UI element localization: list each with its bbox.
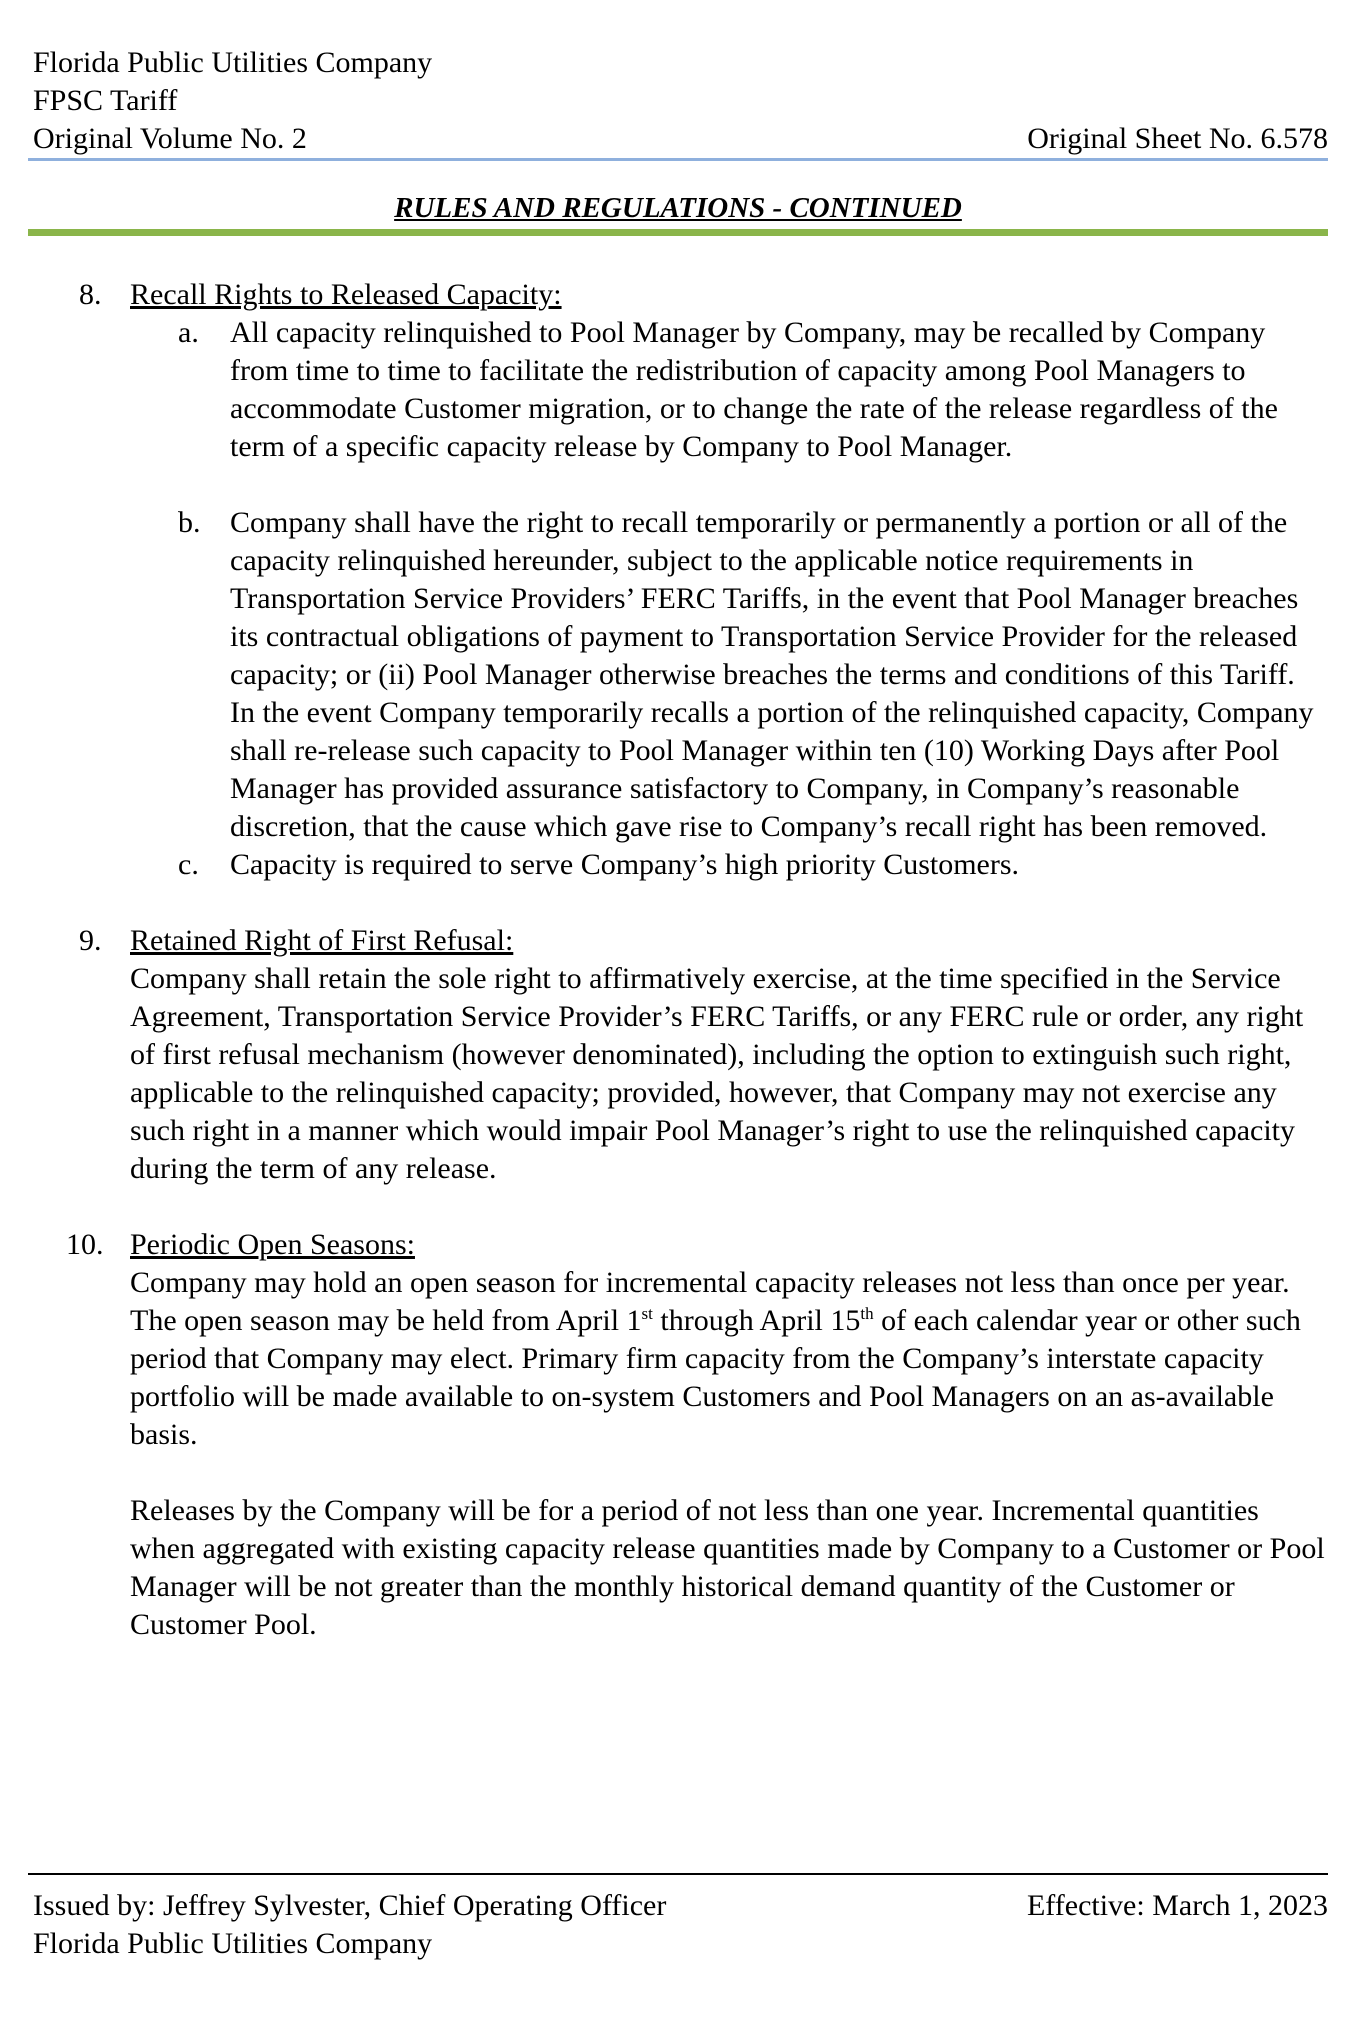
subitem-b — [0, 504, 1356, 846]
header-tariff: FPSC Tariff — [33, 84, 178, 117]
ordinal-suffix: st — [641, 1304, 653, 1323]
document-body — [0, 276, 1356, 1644]
header-company: Florida Public Utilities Company — [33, 46, 433, 79]
header-sheet-number: Original Sheet No. 6.578 — [1027, 122, 1328, 155]
item-title: Periodic Open Seasons: — [130, 1228, 415, 1261]
item-number: 8. — [79, 278, 102, 311]
header-volume: Original Volume No. 2 — [33, 122, 307, 155]
item-title: Recall Rights to Released Capacity: — [130, 278, 562, 311]
footer-divider — [28, 1873, 1328, 1875]
item-open-seasons — [0, 1226, 1356, 1264]
item-right-of-first-refusal — [0, 922, 1356, 960]
item-text: Company may hold an open season for incremental capacity releases not less than once per year. The open season may be held from April 1 — [130, 1266, 1290, 1337]
page-footer — [33, 1887, 1328, 1963]
header-volume-row — [33, 120, 1328, 158]
subitem-text: Capacity is required to serve Company’s high priority Customers. — [230, 848, 1020, 881]
item-text: of each calendar year or other such period that Company may elect. Primary firm capacity from the Company’s interstate capacity portfolio will be made available to on-system Customers and Pool Managers on an as-available basis. — [130, 1304, 1301, 1451]
footer-effective-date: Effective: March 1, 2023 — [1026, 1889, 1328, 1922]
item-paragraph — [0, 1264, 1356, 1454]
item-recall-rights — [0, 276, 1356, 314]
subitem-c — [0, 846, 1356, 884]
item-text: through April 15 — [652, 1304, 861, 1337]
section-title: RULES AND REGULATIONS - CONTINUED — [394, 192, 962, 224]
footer-company: Florida Public Utilities Company — [33, 1927, 433, 1960]
item-number: 10. — [66, 1228, 104, 1261]
footer-row — [33, 1887, 1328, 1925]
item-paragraph — [0, 960, 1356, 1188]
item-text: Company shall retain the sole right to affirmatively exercise, at the time specified in the Service Agreement, Transportation Service Provider’s FERC Tariffs, or any FERC rule or order, any right of first refusal mechanism (however denominated), including the option to extinguish such right, applicable to the relinquished capacity; provided, however, that Company may not exercise any such right in a manner which would impair Pool Manager’s right to use the relinquished capacity during the term of any release. — [130, 962, 1304, 1185]
header-divider — [28, 158, 1328, 161]
item-title: Retained Right of First Refusal: — [130, 924, 514, 957]
subitem-letter: b. — [178, 506, 201, 539]
subitem-letter: c. — [178, 848, 199, 881]
ordinal-suffix: th — [860, 1304, 874, 1323]
subitem-letter: a. — [178, 316, 199, 349]
title-divider — [28, 229, 1328, 236]
item-number: 9. — [79, 924, 102, 957]
subitem-text: All capacity relinquished to Pool Manager by Company, may be recalled by Company from time to time to facilitate the redistribution of capacity among Pool Managers to accommodate Customer migration, or to change the rate of the release regardless of the term of a specific capacity release by Company to Pool Manager. — [230, 316, 1278, 463]
item-paragraph — [0, 1492, 1356, 1644]
item-text: Releases by the Company will be for a period of not less than one year. Incremental quantities when aggregated with existing capacity release quantities made by Company to a Customer or Pool Manager will be not greater than the monthly historical demand quantity of the Customer or Customer Pool. — [130, 1494, 1325, 1641]
subitem-a — [0, 314, 1356, 466]
page-header — [33, 44, 1328, 158]
subitem-text: Company shall have the right to recall temporarily or permanently a portion or all of the capacity relinquished hereunder, subject to the applicable notice requirements in Transportation Service Providers’ FERC Tariffs, in the event that Pool Manager breaches its contractual obligations of payment to Transportation Service Provider for the released capacity; or (ii) Pool Manager otherwise breaches the terms and conditions of this Tariff. In the event Company temporarily recalls a portion of the relinquished capacity, Company shall re-release such capacity to Pool Manager within ten (10) Working Days after Pool Manager has provided assurance satisfactory to Company, in Company’s reasonable discretion, that the cause which gave rise to Company’s recall right has been removed. — [230, 506, 1314, 843]
footer-issued-by: Issued by: Jeffrey Sylvester, Chief Operating Officer — [33, 1889, 667, 1922]
